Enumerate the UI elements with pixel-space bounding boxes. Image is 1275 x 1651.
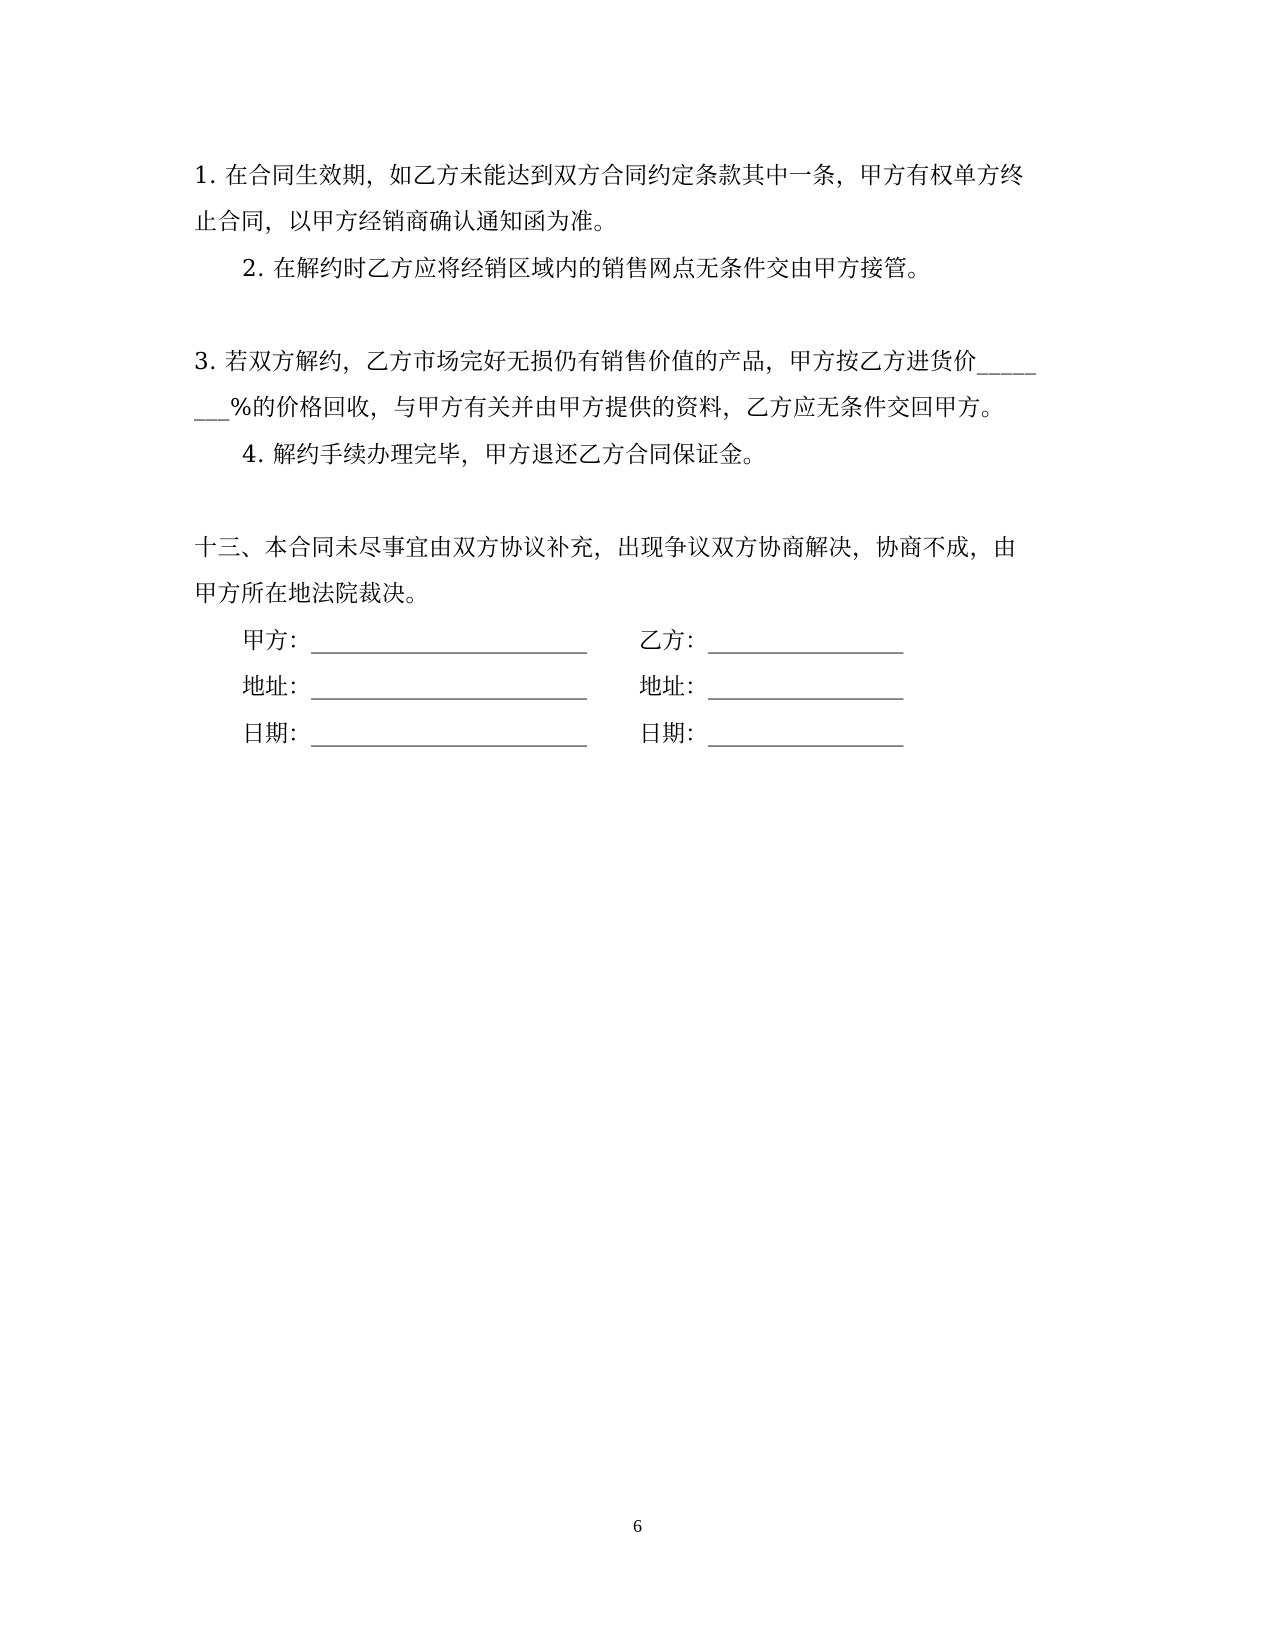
clause-3-line-2: ___%的价格回收，与甲方有关并由甲方提供的资料，乙方应无条件交回甲方。 [194,395,1005,421]
party-a-address-field[interactable]: 地址：________________________ [242,674,587,700]
party-a-date-field[interactable]: 日期：________________________ [242,721,587,747]
clause-2: 2. 在解约时乙方应将经销区域内的销售网点无条件交由甲方接管。 [242,256,931,282]
party-a-signature-field[interactable]: 甲方：________________________ [242,628,587,654]
clause-1-line-2: 止合同，以甲方经销商确认通知函为准。 [194,209,617,235]
clause-13-line-2: 甲方所在地法院裁决。 [194,581,429,607]
party-b-date-field[interactable]: 日期：_________________ [639,721,904,747]
clause-1-line-1: 1. 在合同生效期，如乙方未能达到双方合同约定条款其中一条，甲方有权单方终 [194,163,1024,189]
page-number: 6 [633,1516,642,1536]
clause-13-line-1: 十三、本合同未尽事宜由双方协议补充，出现争议双方协商解决，协商不成，由 [194,535,1017,561]
party-b-address-field[interactable]: 地址：_________________ [639,674,904,700]
party-b-signature-field[interactable]: 乙方：_________________ [639,628,904,654]
clause-3-line-1: 3. 若双方解约，乙方市场完好无损仍有销售价值的产品，甲方按乙方进货价_____ [194,349,1037,375]
clause-4: 4. 解约手续办理完毕，甲方退还乙方合同保证金。 [242,442,767,468]
